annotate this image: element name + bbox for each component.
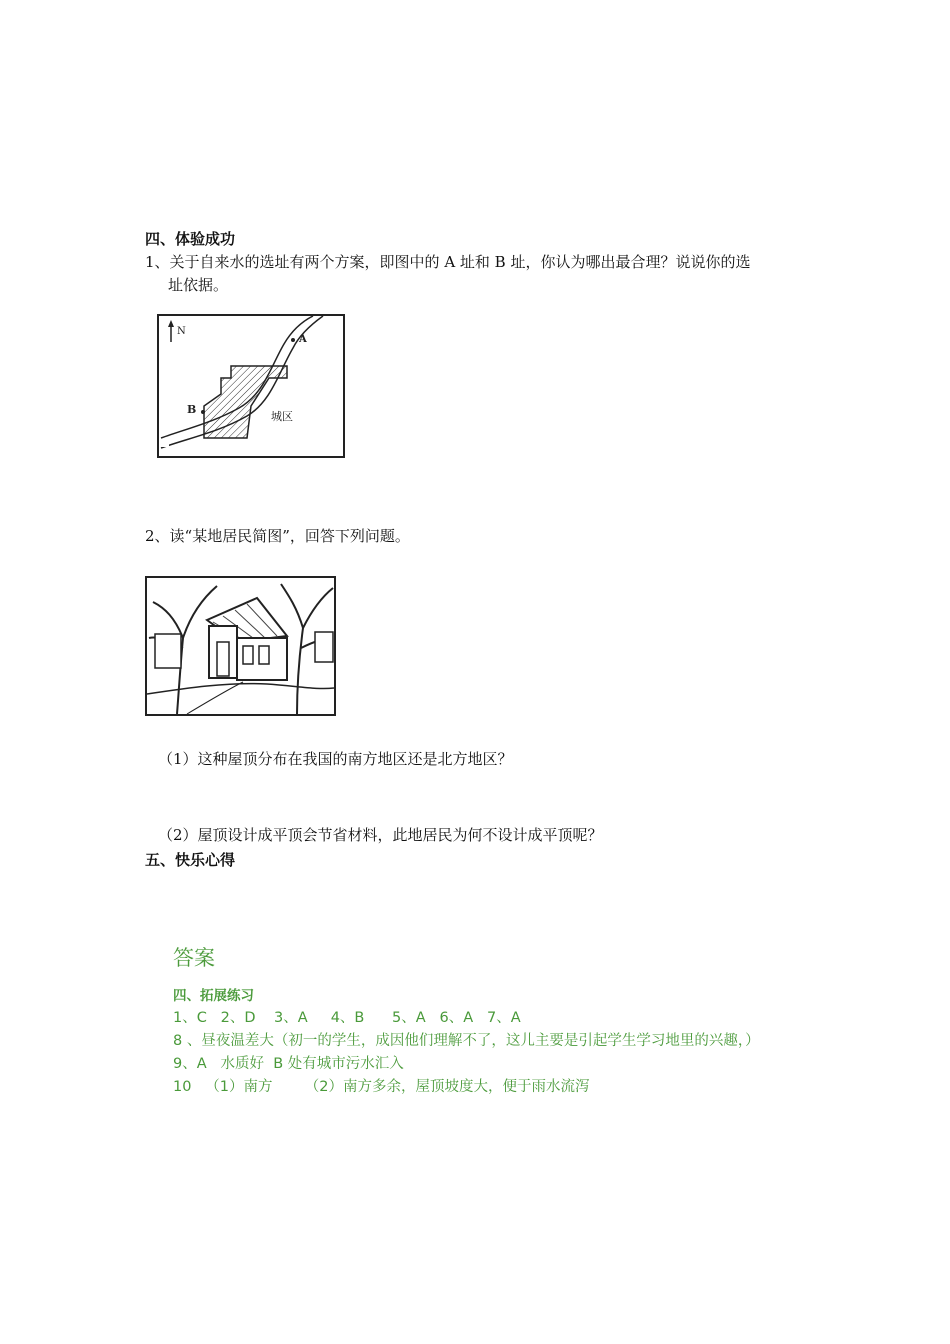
answer-line: 1、C 2、D 3、A 4、B 5、A 6、A 7、A <box>173 1010 521 1026</box>
north-label: N <box>177 326 186 337</box>
answers-heading: 四、拓展练习 <box>173 988 254 1004</box>
answer-line: 9、A 水质好 B 处有城市污水汇入 <box>173 1056 404 1072</box>
site-b-marker <box>201 410 205 414</box>
question2-sub1: （1）这种屋顶分布在我国的南方地区还是北方地区？ <box>158 750 513 768</box>
question1-text-cont: 址依据。 <box>168 276 229 294</box>
site-b-label: B <box>187 403 197 416</box>
site-a-marker <box>291 338 295 342</box>
site-a-label: A <box>299 334 307 345</box>
question1-text: 1、关于自来水的选址有两个方案，即图中的 A 址和 B 址，你认为哪出最合理？说说你的选 <box>145 253 751 271</box>
map-drawing <box>159 316 343 456</box>
water-site-map <box>157 314 345 458</box>
answer-line: 10 （1）南方 （2）南方多余，屋顶坡度大，便于雨水流泻 <box>173 1079 590 1095</box>
section4-heading: 四、体验成功 <box>145 230 236 248</box>
answer-line: 8 、昼夜温差大（初一的学生，成因他们理解不了，这儿主要是引起学生学习地里的兴趣，） <box>173 1033 760 1049</box>
city-area <box>204 366 287 438</box>
question2-sub2: （2）屋顶设计成平顶会节省材料，此地居民为何不设计成平顶呢？ <box>158 826 603 844</box>
residence-drawing <box>147 578 334 714</box>
section5-heading: 五、快乐心得 <box>145 851 236 869</box>
answers-title: 答案 <box>173 946 215 970</box>
question2-intro: 2、读“某地居民简图”，回答下列问题。 <box>145 527 410 545</box>
city-label: 城区 <box>271 410 293 423</box>
residence-sketch <box>145 576 336 716</box>
